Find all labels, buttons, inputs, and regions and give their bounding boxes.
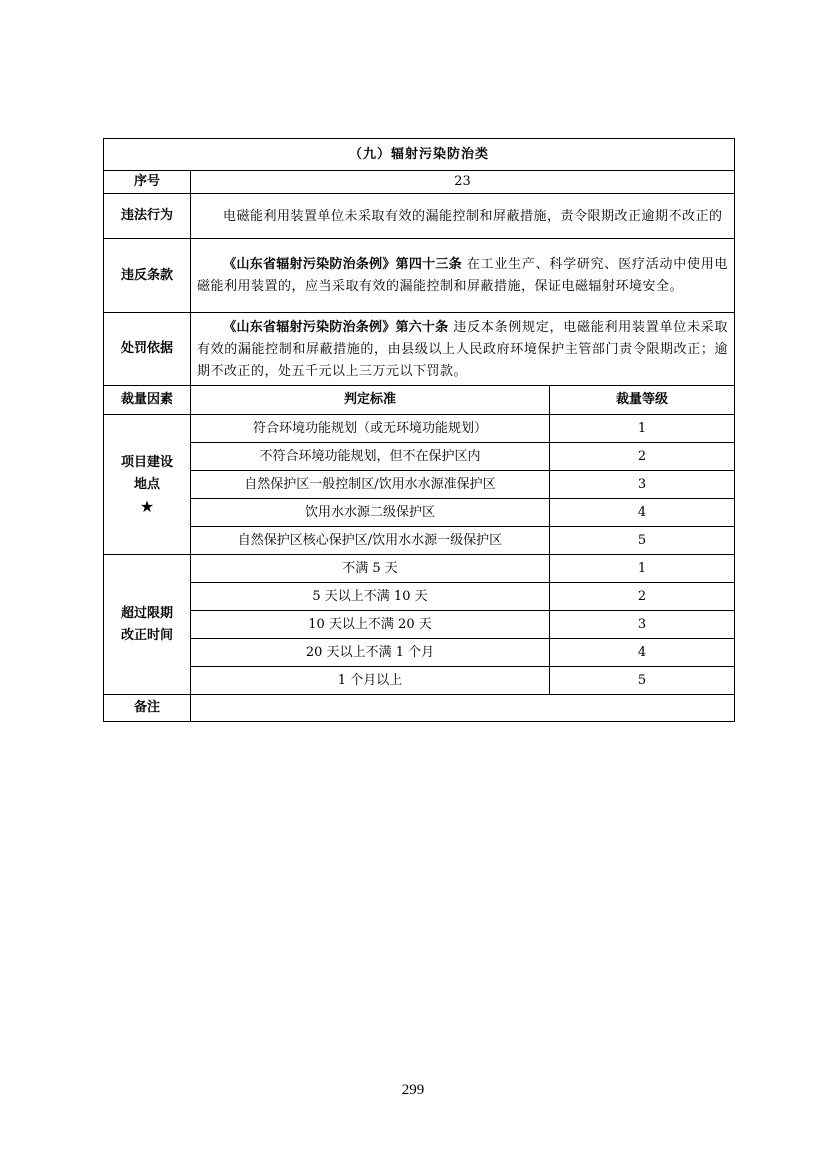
location-label-line2: 地点 [133, 476, 160, 492]
location-level-1: 1 [550, 415, 735, 443]
page-number: 299 [401, 1082, 425, 1098]
basis-text-cell [191, 313, 735, 386]
overdue-level-4: 4 [550, 639, 735, 667]
remarks-value [191, 695, 735, 722]
overdue-level-1: 1 [550, 555, 735, 583]
violation-text-cell [191, 194, 735, 239]
level-header: 裁量等级 [550, 386, 735, 415]
violation-label: 违法行为 [104, 194, 191, 239]
overdue-standard-3: 10 天以上不满 20 天 [191, 611, 550, 639]
clause-text: 在工业生产、科学研究、医疗活动中使用电磁能利用装置的，应当采取有效的漏能控制和屏蔽措施，保证电磁辐射环境安全。 [197, 257, 729, 294]
overdue-standard-4: 20 天以上不满 1 个月 [191, 639, 550, 667]
overdue-standard-1: 不满 5 天 [191, 555, 550, 583]
location-standard-5: 自然保护区核心保护区/饮用水水源一级保护区 [191, 527, 550, 555]
location-level-3: 3 [550, 471, 735, 499]
serial-value: 23 [191, 171, 735, 194]
location-standard-3: 自然保护区一般控制区/饮用水水源准保护区 [191, 471, 550, 499]
overdue-level-2: 2 [550, 583, 735, 611]
location-level-2: 2 [550, 443, 735, 471]
location-label-line1: 项目建设 [120, 454, 173, 470]
overdue-label-line2: 改正时间 [120, 627, 173, 643]
clause-text-cell [191, 239, 735, 313]
basis-label: 处罚依据 [104, 313, 191, 386]
overdue-level-5: 5 [550, 667, 735, 695]
overdue-label-line1: 超过限期 [120, 605, 173, 621]
serial-label: 序号 [104, 171, 191, 194]
clause-law-name: 《山东省辐射污染防治条例》第四十三条 [223, 257, 462, 272]
standard-header: 判定标准 [191, 386, 550, 415]
star-icon: ★ [139, 496, 155, 516]
basis-text: 违反本条例规定，电磁能利用装置单位未采取有效的漏能控制和屏蔽措施的，由县级以上人民政府环境保护主管部门责令限期改正；逾期不改正的，处五千元以上三万元以下罚款。 [197, 319, 729, 379]
overdue-level-3: 3 [550, 611, 735, 639]
location-factor-label [104, 415, 191, 555]
penalty-discretion-table [103, 138, 735, 722]
section-title: （九）辐射污染防治类 [104, 139, 735, 171]
location-level-5: 5 [550, 527, 735, 555]
location-standard-1: 符合环境功能规划（或无环境功能规划） [191, 415, 550, 443]
basis-law-name: 《山东省辐射污染防治条例》第六十条 [223, 319, 449, 335]
location-standard-2: 不符合环境功能规划，但不在保护区内 [191, 443, 550, 471]
location-standard-4: 饮用水水源二级保护区 [191, 499, 550, 527]
overdue-standard-2: 5 天以上不满 10 天 [191, 583, 550, 611]
factor-header: 裁量因素 [104, 386, 191, 415]
overdue-factor-label [104, 555, 191, 695]
location-level-4: 4 [550, 499, 735, 527]
clause-label: 违反条款 [104, 239, 191, 313]
remarks-label: 备注 [104, 695, 191, 722]
overdue-standard-5: 1 个月以上 [191, 667, 550, 695]
violation-text: 电磁能利用装置单位未采取有效的漏能控制和屏蔽措施，责令限期改正逾期不改正的 [223, 208, 723, 224]
